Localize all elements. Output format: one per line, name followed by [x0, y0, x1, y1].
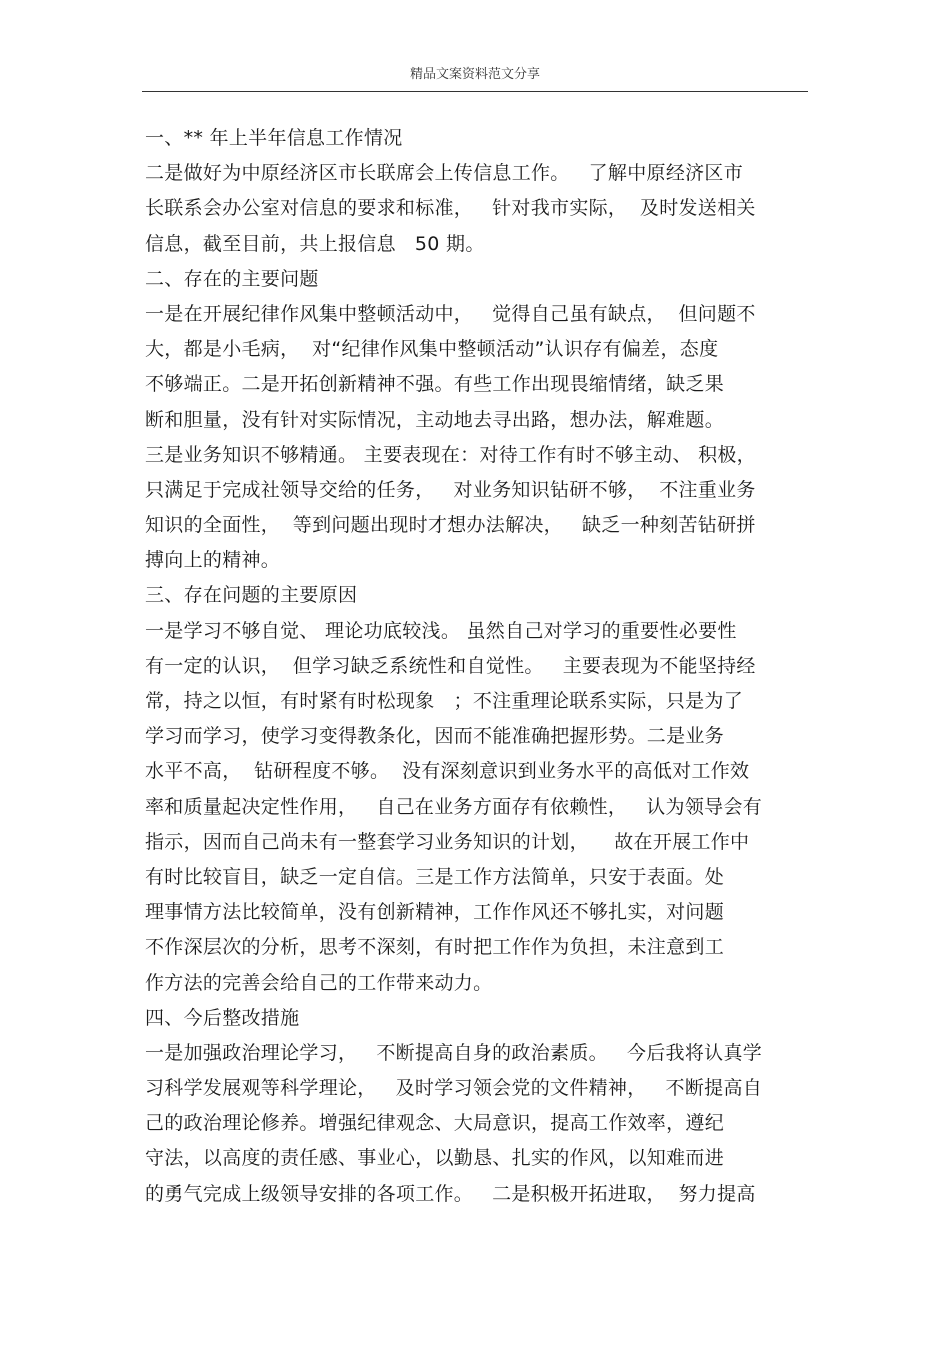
text-line: 搏向上的精神。 — [145, 549, 281, 572]
text-line: 不够端正。二是开拓创新精神不强。有些工作出现畏缩情绪，缺乏果 — [145, 373, 725, 396]
text-line: 守法，以高度的责任感、事业心，以勤恳、扎实的作风，以知难而进 — [145, 1147, 725, 1170]
text-line: 一是在开展纪律作风集中整顿活动中， 觉得自己虽有缺点， 但问题不 — [145, 302, 756, 325]
text-line: 大，都是小毛病， 对“纪律作风集中整顿活动”认识存有偏差，态度 — [145, 338, 719, 361]
header-divider — [142, 91, 808, 92]
text-line: 四、今后整改措施 — [145, 1006, 300, 1029]
text-line: 水平不高， 钻研程度不够。 没有深刻意识到业务水平的高低对工作效 — [145, 760, 750, 783]
page-header: 精品文案资料范文分享 — [409, 67, 540, 82]
document-body — [145, 121, 810, 1212]
text-line: 有一定的认识， 但学习缺乏系统性和自觉性。 主要表现为不能坚持经 — [145, 654, 756, 677]
text-line: 理事情方法比较简单，没有创新精神，工作作风还不够扎实，对问题 — [145, 901, 725, 924]
text-line: 指示，因而自己尚未有一整套学习业务知识的计划， 故在开展工作中 — [145, 830, 750, 853]
text-line: 知识的全面性， 等到问题出现时才想办法解决， 缺乏一种刻苦钻研拼 — [145, 514, 756, 537]
text-line: 一、** 年上半年信息工作情况 — [145, 127, 403, 149]
text-line: 断和胆量，没有针对实际情况，主动地去寻出路，想办法，解难题。 — [145, 408, 725, 431]
text-line: 长联系会办公室对信息的要求和标准， 针对我市实际， 及时发送相关 — [145, 197, 756, 220]
text-line: 信息，截至目前，共上报信息 50 期。 — [145, 232, 485, 255]
text-line: 学习而学习，使学习变得教条化，因而不能准确把握形势。二是业务 — [145, 725, 725, 748]
text-line: 不作深层次的分析，思考不深刻，有时把工作作为负担，未注意到工 — [145, 936, 725, 959]
text-line: 有时比较盲目，缺乏一定自信。三是工作方法简单，只安于表面。处 — [145, 865, 725, 888]
text-line: 三、存在问题的主要原因 — [145, 584, 358, 607]
text-line: 三是业务知识不够精通。 主要表现在：对待工作有时不够主动、 积极， — [145, 443, 756, 466]
text-line: 常，持之以恒，有时紧有时松现象 ；不注重理论联系实际，只是为了 — [145, 690, 744, 712]
text-line: 己的政治理论修养。增强纪律观念、大局意识，提高工作效率，遵纪 — [145, 1112, 725, 1135]
text-line: 率和质量起决定性作用， 自己在业务方面存有依赖性， 认为领导会有 — [145, 795, 763, 818]
text-line: 只满足于完成社领导交给的任务， 对业务知识钻研不够， 不注重业务 — [145, 478, 756, 501]
text-line: 一是加强政治理论学习， 不断提高自身的政治素质。 今后我将认真学 — [145, 1041, 763, 1064]
text-line: 作方法的完善会给自己的工作带来动力。 — [145, 971, 493, 994]
text-line: 的勇气完成上级领导安排的各项工作。 二是积极开拓进取， 努力提高 — [145, 1182, 756, 1205]
text-line: 一是学习不够自觉、 理论功底较浅。 虽然自己对学习的重要性必要性 — [145, 619, 737, 642]
text-line: 二、存在的主要问题 — [145, 267, 319, 290]
text-line: 习科学发展观等科学理论， 及时学习领会党的文件精神， 不断提高自 — [145, 1077, 763, 1100]
text-line: 二是做好为中原经济区市长联席会上传信息工作。 了解中原经济区市 — [145, 162, 744, 185]
